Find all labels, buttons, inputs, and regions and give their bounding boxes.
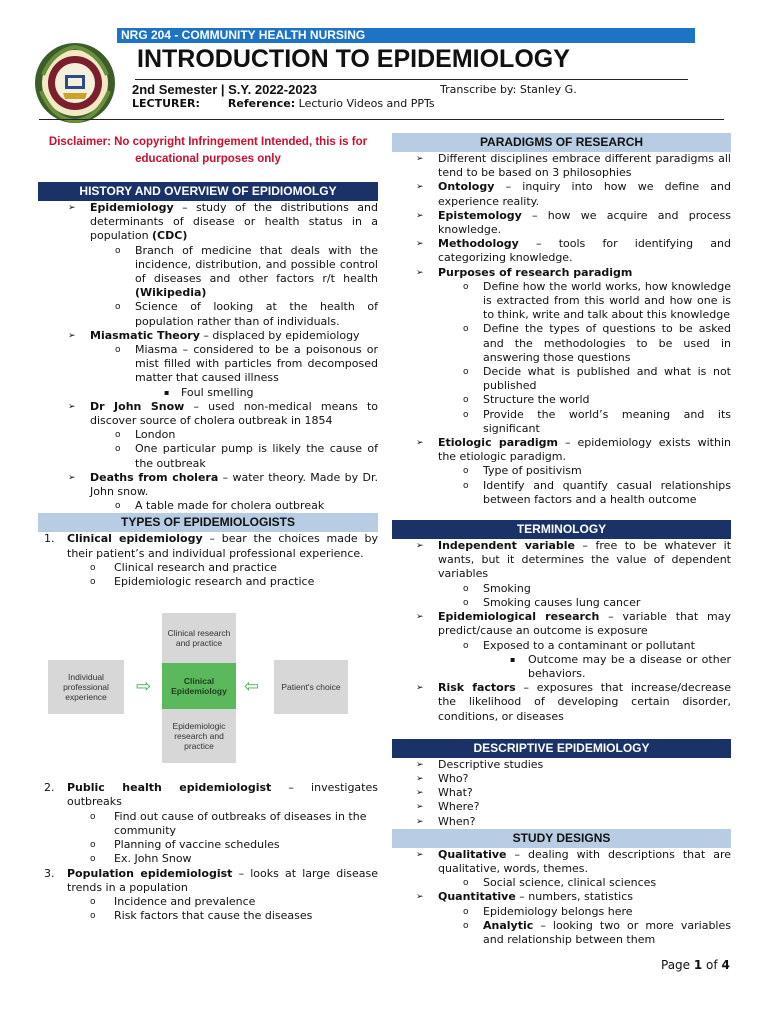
paradigms-list bbox=[392, 152, 731, 507]
list-item: o Science of looking at the health of population rather than of individuals. bbox=[115, 300, 378, 328]
left-column bbox=[38, 124, 378, 923]
list-item: ➢ Purposes of research paradigm bbox=[416, 265, 633, 279]
types-list bbox=[38, 532, 378, 923]
list-item: ➢ Where? bbox=[416, 800, 480, 814]
clinical-epidemiology-diagram bbox=[38, 613, 378, 763]
diagram-right-box: Patient's choice bbox=[274, 660, 348, 714]
list-item: ➢ Who? bbox=[416, 771, 469, 785]
list-item: o Structure the world bbox=[463, 393, 590, 407]
list-item: o Smoking bbox=[463, 581, 531, 595]
header-divider bbox=[39, 119, 724, 120]
right-column bbox=[392, 133, 731, 947]
list-item: ➢ Epistemology – how we acquire and process knowledge. bbox=[416, 208, 731, 237]
section-header-history: HISTORY AND OVERVIEW OF EPIDIOMOLGY bbox=[38, 182, 378, 201]
college-seal-logo bbox=[33, 41, 117, 125]
list-item: ➢ Risk factors – exposures that increase/decrease the likelihood of developing certain disorder, conditions, or diseases bbox=[416, 681, 732, 723]
diagram-top-box: Clinical research and practice bbox=[162, 613, 236, 663]
list-item: o Incidence and prevalence bbox=[90, 894, 256, 908]
list-item: ➢ Etiologic paradigm – epidemiology exists within the etiologic paradigm. bbox=[416, 436, 731, 464]
list-item: ➢ Independent variable – free to be whatever it wants, but it determines the value of dependent variables bbox=[416, 539, 732, 581]
list-item: o Find out cause of outbreaks of diseases in the community bbox=[90, 809, 367, 837]
list-item: o Define how the world works, how knowledge is extracted from this world and how one is to think, write and talk about this knowledge bbox=[463, 279, 731, 322]
descriptive-list bbox=[392, 758, 731, 829]
arrow-left-icon: ⇦ bbox=[244, 676, 260, 697]
lecturer-label: LECTURER: bbox=[132, 97, 200, 110]
page-number: Page 1 of 4 bbox=[661, 958, 730, 972]
list-item: ➢ Different disciplines embrace different paradigms all tend to be based on 3 philosophies bbox=[416, 152, 731, 180]
arrow-right-icon: ⇨ bbox=[136, 676, 152, 697]
section-header-types: TYPES OF EPIDEMIOLOGISTS bbox=[38, 513, 378, 532]
list-item: ➢ Qualitative – dealing with descriptions that are qualitative, words, themes. bbox=[416, 847, 731, 875]
diagram-center-box: Clinical Epidemiology bbox=[162, 663, 236, 709]
list-item: o Exposed to a contaminant or pollutant bbox=[463, 638, 695, 652]
list-item: o Analytic – looking two or more variables and relationship between them bbox=[463, 918, 731, 946]
list-item: ➢ Methodology – tools for identifying and categorizing knowledge. bbox=[416, 237, 731, 265]
list-item: ➢ Deaths from cholera – water theory. Made by Dr. John snow. bbox=[68, 470, 378, 499]
title-divider bbox=[135, 79, 688, 80]
list-item: o Epidemiologic research and practice bbox=[90, 575, 315, 589]
list-item: ➢ Epidemiological research – variable that may predict/cause an outcome is exposure bbox=[416, 610, 731, 638]
list-item: o Branch of medicine that deals with the incidence, distribution, and possible control of diseases and other factors r/t health (Wikipedia) bbox=[115, 243, 378, 300]
terminology-list bbox=[392, 539, 731, 724]
list-item: o Identify and quantify casual relationships between factors and a health outcome bbox=[463, 478, 731, 506]
list-item: 2. Public health epidemiologist – investigates outbreaks bbox=[44, 781, 378, 809]
list-item: ▪ Outcome may be a disease or other behaviors. bbox=[510, 652, 731, 680]
reference-value: Lecturio Videos and PPTs bbox=[298, 97, 435, 110]
list-item: o Ex. John Snow bbox=[90, 852, 192, 866]
list-item: o Provide the world’s meaning and its significant bbox=[463, 407, 731, 435]
list-item: 1. Clinical epidemiology – bear the choices made by their patient’s and individual professional experience. bbox=[44, 532, 378, 560]
list-item: ▪ Foul smelling bbox=[164, 385, 254, 399]
list-item: ➢ What? bbox=[416, 786, 473, 800]
list-item: o Define the types of questions to be asked and the methodologies to be used in answering those questions bbox=[463, 322, 731, 364]
transcriber: Transcribe by: Stanley G. bbox=[440, 83, 577, 96]
list-item: o Clinical research and practice bbox=[90, 560, 277, 574]
list-item: ➢ Ontology – inquiry into how we define and experience reality. bbox=[416, 180, 731, 208]
list-item: o Risk factors that cause the diseases bbox=[90, 909, 313, 923]
section-header-terminology: TERMINOLOGY bbox=[392, 520, 731, 539]
course-banner: NRG 204 - COMMUNITY HEALTH NURSING bbox=[117, 28, 695, 43]
list-item: o Epidemiology belongs here bbox=[463, 904, 633, 918]
history-list bbox=[38, 201, 378, 513]
list-item: o Social science, clinical sciences bbox=[463, 876, 657, 890]
reference-label: Reference: bbox=[227, 97, 296, 110]
section-header-descriptive: DESCRIPTIVE EPIDEMIOLOGY bbox=[392, 739, 731, 758]
list-item: o London bbox=[115, 428, 176, 442]
list-item: ➢ Epidemiology – study of the distributions and determinants of disease or health status in a population (CDC) bbox=[68, 201, 378, 243]
list-item: ➢ Miasmatic Theory – displaced by epidemiology bbox=[68, 328, 360, 342]
document-title: INTRODUCTION TO EPIDEMIOLOGY bbox=[137, 45, 570, 73]
list-item: o Decide what is published and what is not published bbox=[463, 365, 731, 393]
list-item: o Type of positivism bbox=[463, 464, 582, 478]
list-item: o A table made for cholera outbreak bbox=[115, 499, 325, 513]
section-header-paradigms: PARADIGMS OF RESEARCH bbox=[392, 133, 731, 152]
section-header-study-designs: STUDY DESIGNS bbox=[392, 829, 731, 848]
lecturer-line bbox=[132, 97, 435, 111]
diagram-bottom-box: Epidemiologic research and practice bbox=[162, 709, 236, 763]
list-item: o Miasma – considered to be a poisonous or mist filled with particles from decomposed matter that caused illness bbox=[115, 343, 378, 385]
list-item: ➢ Quantitative – numbers, statistics bbox=[416, 890, 633, 904]
list-item: ➢ Descriptive studies bbox=[416, 757, 544, 771]
list-item: 3. Population epidemiologist – looks at large disease trends in a population bbox=[44, 866, 378, 894]
diagram-left-box: Individual professional experience bbox=[48, 660, 124, 714]
semester-info: 2nd Semester | S.Y. 2022-2023 bbox=[132, 82, 318, 97]
list-item: o Planning of vaccine schedules bbox=[90, 838, 280, 852]
list-item: o One particular pump is likely the cause of the outbreak bbox=[115, 442, 378, 470]
study-designs-list bbox=[392, 848, 731, 947]
list-item: o Smoking causes lung cancer bbox=[463, 595, 641, 609]
list-item: ➢ When? bbox=[416, 814, 476, 828]
list-item: ➢ Dr John Snow – used non-medical means to discover source of cholera outbreak in 1854 bbox=[68, 399, 378, 428]
disclaimer: Disclaimer: No copyright Infringement Intended, this is for educational purposes only bbox=[48, 136, 368, 165]
